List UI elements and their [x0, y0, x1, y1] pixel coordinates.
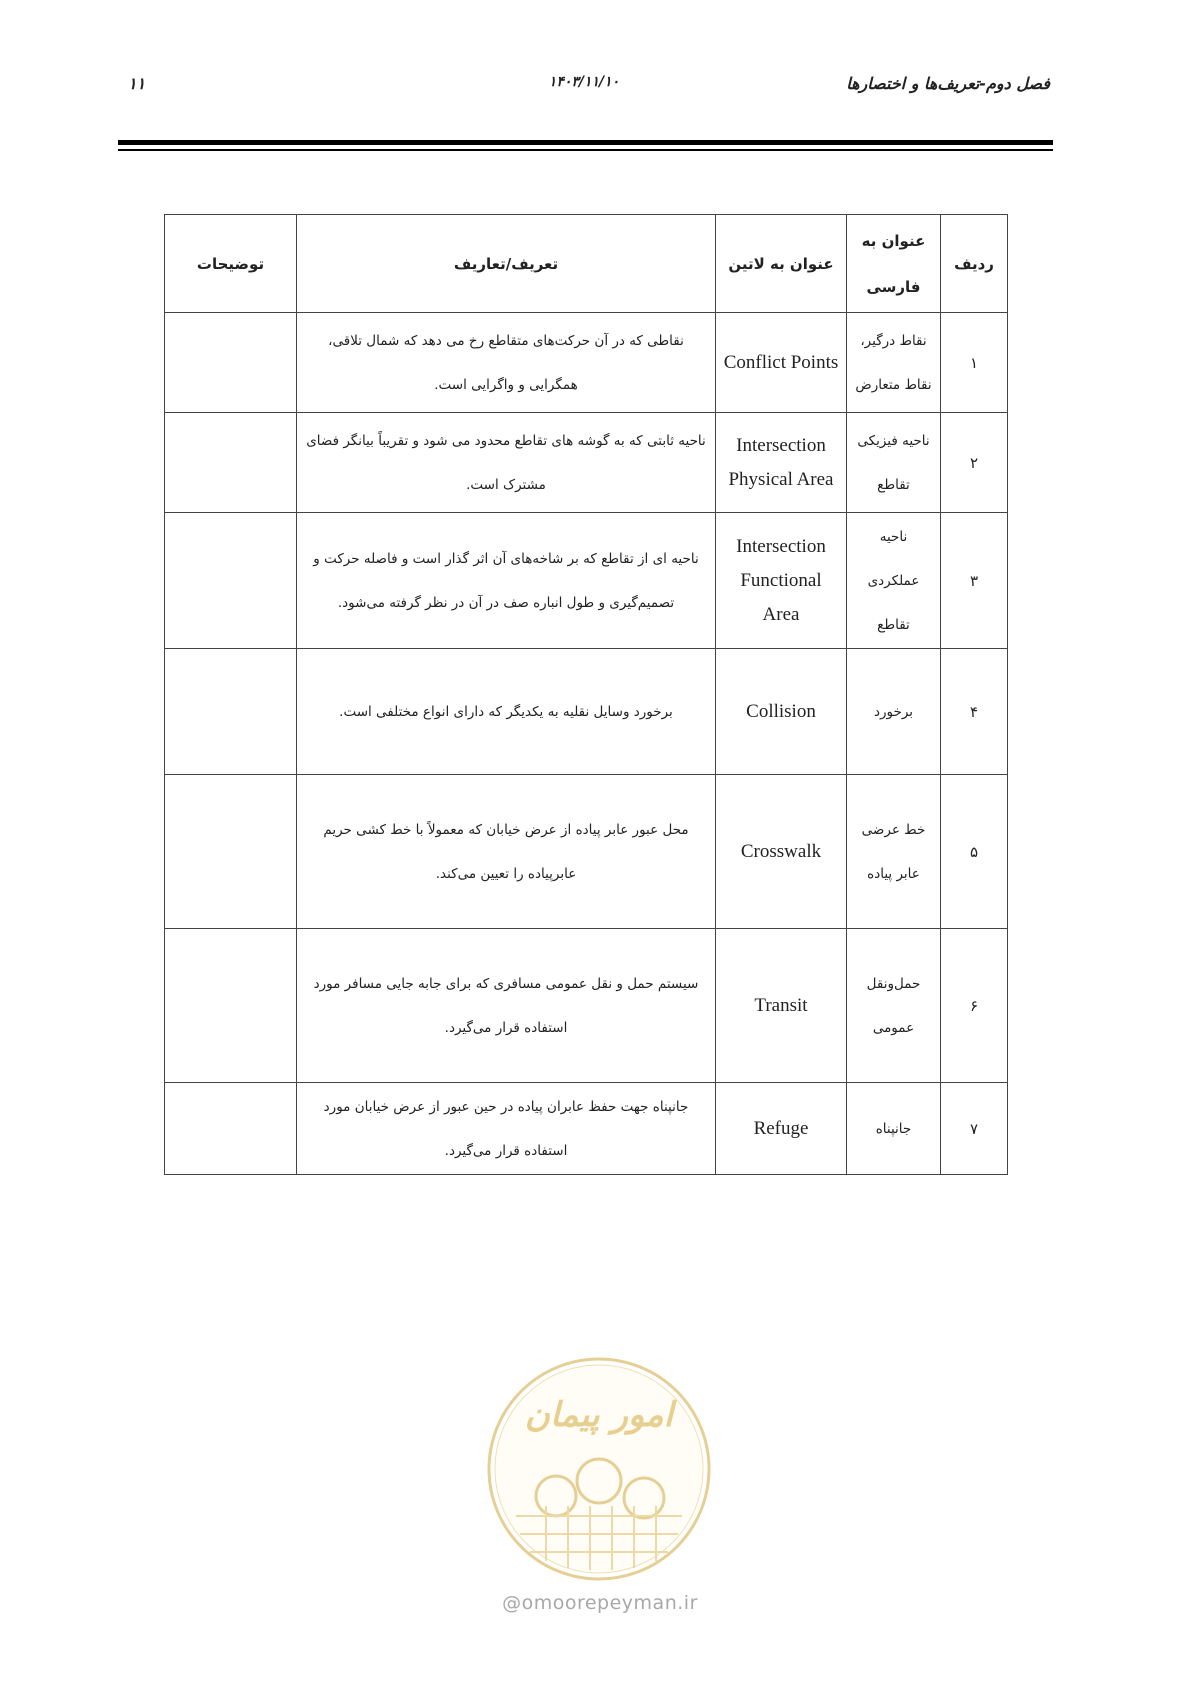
table-row	[165, 775, 1008, 929]
chapter-title: فصل دوم-تعریف‌ها و اختصارها	[846, 74, 1050, 93]
persian-term: جانپناه	[847, 1083, 941, 1175]
latin-term: Intersection Physical Area	[716, 413, 847, 513]
latin-term: Intersection Functional Area	[716, 513, 847, 649]
definition-text: ناحیه ثابتی که به گوشه های تقاطع محدود می شود و تقریباً بیانگر فضای مشترک است.	[297, 413, 716, 513]
header-notes: توضیحات	[165, 215, 297, 313]
watermark-logo-text: امور پیمان	[524, 1395, 674, 1435]
row-number: ۳	[941, 513, 1008, 649]
definition-text: محل عبور عابر پیاده از عرض خیابان که معمولاً با خط کشی حریم عابرپیاده را تعیین می‌کند.	[297, 775, 716, 929]
notes-cell	[165, 649, 297, 775]
notes-cell	[165, 775, 297, 929]
persian-term: برخورد	[847, 649, 941, 775]
notes-cell	[165, 1083, 297, 1175]
latin-term: Transit	[716, 929, 847, 1083]
persian-term: ناحیه فیزیکی تقاطع	[847, 413, 941, 513]
definition-text: سیستم حمل و نقل عمومی مسافری که برای جابه جایی مسافر مورد استفاده قرار می‌گیرد.	[297, 929, 716, 1083]
definition-text: ناحیه ای از تقاطع که بر شاخه‌های آن اثر گذار است و فاصله حرکت و تصمیم‌گیری و طول انباره صف در آن در نظر گرفته می‌شود.	[297, 513, 716, 649]
definition-text: نقاطی که در آن حرکت‌های متقاطع رخ می دهد که شمال تلاقی، همگرایی و واگرایی است.	[297, 313, 716, 413]
table-row	[165, 413, 1008, 513]
row-number: ۱	[941, 313, 1008, 413]
table-row	[165, 1083, 1008, 1175]
table-row	[165, 513, 1008, 649]
latin-term: Collision	[716, 649, 847, 775]
header-row-no: ردیف	[941, 215, 1008, 313]
watermark-url: @omoorepeyman.ir	[502, 1592, 698, 1614]
page-date: ۱۴۰۳/۱۱/۱۰	[548, 74, 620, 90]
persian-term: ناحیه عملکردی تقاطع	[847, 513, 941, 649]
notes-cell	[165, 929, 297, 1083]
table-row	[165, 313, 1008, 413]
persian-term: نقاط درگیر، نقاط متعارض	[847, 313, 941, 413]
header-rule-thin	[118, 149, 1053, 151]
page-number: ۱۱	[128, 74, 146, 93]
header-latin-title: عنوان به لاتین	[716, 215, 847, 313]
watermark-logo	[486, 1356, 712, 1582]
persian-term: حمل‌ونقل عمومی	[847, 929, 941, 1083]
header-persian-title: عنوان به فارسی	[847, 215, 941, 313]
header-rule-thick	[118, 140, 1053, 145]
definition-text: جانپناه جهت حفظ عابران پیاده در حین عبور از عرض خیابان مورد استفاده قرار می‌گیرد.	[297, 1083, 716, 1175]
notes-cell	[165, 413, 297, 513]
notes-cell	[165, 513, 297, 649]
row-number: ۵	[941, 775, 1008, 929]
persian-term: خط عرضی عابر پیاده	[847, 775, 941, 929]
latin-term: Refuge	[716, 1083, 847, 1175]
definitions-table	[164, 214, 1008, 1175]
definition-text: برخورد وسایل نقلیه به یکدیگر که دارای انواع مختلفی است.	[297, 649, 716, 775]
header-definition: تعریف/تعاریف	[297, 215, 716, 313]
table-row	[165, 649, 1008, 775]
notes-cell	[165, 313, 297, 413]
row-number: ۷	[941, 1083, 1008, 1175]
table-header-row	[165, 215, 1008, 313]
latin-term: Crosswalk	[716, 775, 847, 929]
table-row	[165, 929, 1008, 1083]
latin-term: Conflict Points	[716, 313, 847, 413]
page-header	[118, 74, 1050, 104]
row-number: ۲	[941, 413, 1008, 513]
row-number: ۴	[941, 649, 1008, 775]
row-number: ۶	[941, 929, 1008, 1083]
